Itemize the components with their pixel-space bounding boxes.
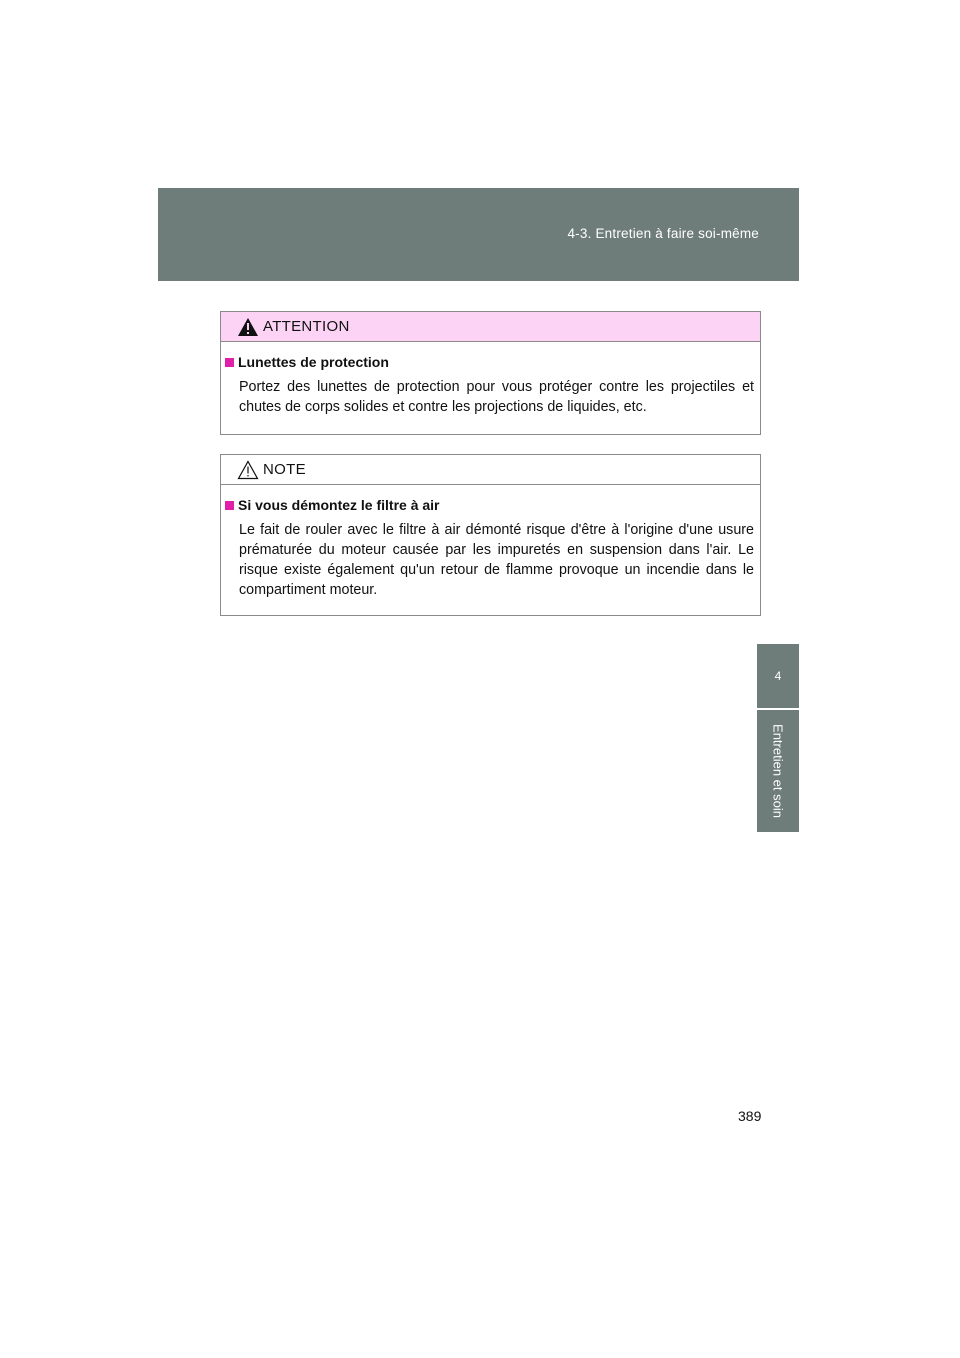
header-band xyxy=(158,188,799,281)
chapter-number-tab: 4 xyxy=(757,644,799,708)
attention-text: Portez des lunettes de protection pour vous protéger contre les projectiles et chutes de corps solides et contre les projections de liquides, etc. xyxy=(239,379,754,415)
warning-filled-icon xyxy=(237,317,259,337)
attention-title: ATTENTION xyxy=(263,318,350,335)
note-header xyxy=(221,455,760,485)
chapter-title-tab xyxy=(757,710,799,832)
bullet-square-icon xyxy=(225,501,234,510)
attention-box xyxy=(220,311,761,435)
warning-outline-icon xyxy=(237,460,259,480)
attention-item-heading xyxy=(225,352,754,372)
note-body xyxy=(221,485,760,600)
page-number: 389 xyxy=(738,1108,762,1124)
section-title: 4-3. Entretien à faire soi-même xyxy=(567,226,759,241)
note-box xyxy=(220,454,761,616)
chapter-title: Entretien et soin xyxy=(770,724,786,818)
note-title: NOTE xyxy=(263,461,306,478)
attention-header xyxy=(221,312,760,342)
bullet-square-icon xyxy=(225,358,234,367)
attention-heading-text: Lunettes de protection xyxy=(238,354,389,370)
attention-body xyxy=(221,342,760,417)
note-heading-text: Si vous démontez le filtre à air xyxy=(238,497,440,513)
note-item-heading xyxy=(225,495,754,515)
note-text: Le fait de rouler avec le filtre à air démonté risque d'être à l'origine d'une usure prématurée du moteur causée par les impuretés en suspension dans l'air. Le risque existe également qu'un retour de flamme provoque un incendie dans le compartiment moteur. xyxy=(239,522,754,598)
